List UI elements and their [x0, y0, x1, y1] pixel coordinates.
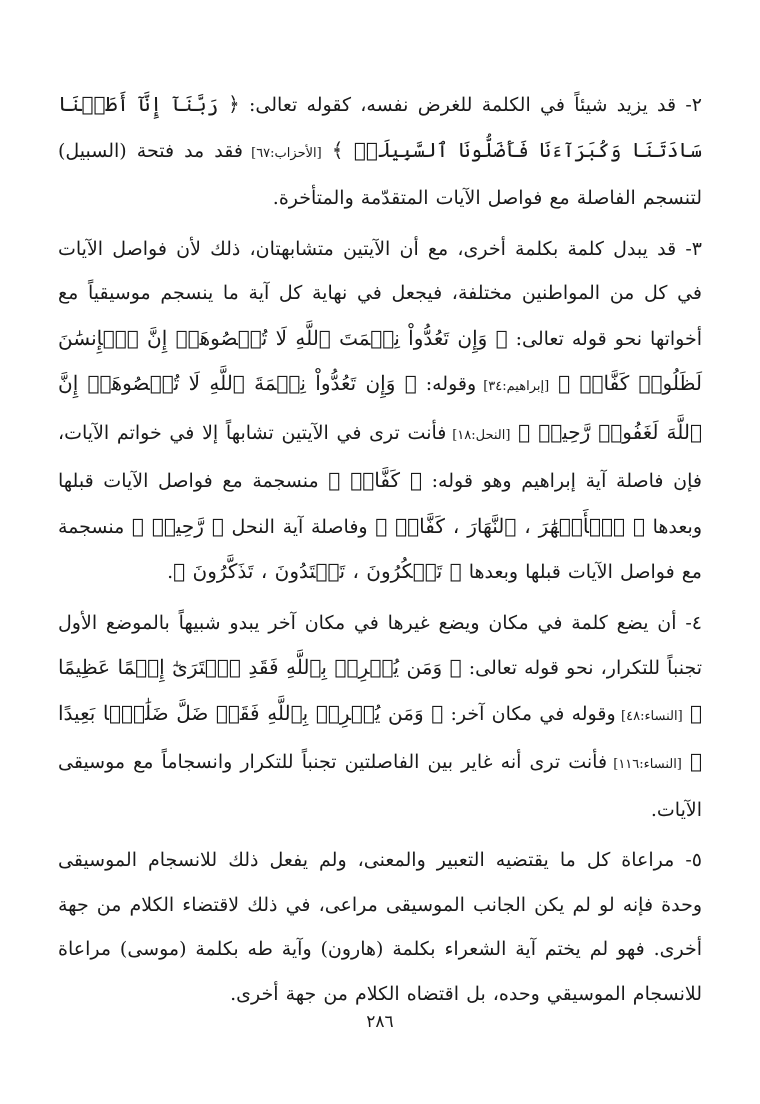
text-segment: ٢- قد يزيد شيئاً في الكلمة للغرض نفسه، كقوله تعالى: [239, 94, 702, 116]
text-segment: ٣- قد يبدل كلمة بكلمة أخرى، مع أن الآيتين متشابهتان، ذلك لأن فواصل الآيات في كل من المواطنين مختلفة، فيجعل في نهاية كل آية ما ينسجم موسيقياً مع أخواتها نحو قوله تعالى: [58, 237, 702, 350]
text-segment: فأنت ترى أنه غاير بين الفاصلتين تجنباً للتكرار وانسجاماً مع موسيقى الآيات. [58, 751, 702, 821]
quran-word: ﴿ كَفَّارٞ ﴾ [328, 468, 422, 492]
text-segment: فقد مد فتحة (السبيل) لتنسجم الفاصلة مع فواصل الآيات المتقدّمة والمتأخرة. [58, 139, 702, 209]
paragraph-5 [58, 838, 702, 1016]
text-segment: ٤- أن يضع كلمة في مكان ويضع غيرها في مكان آخر يبدو شبيهاً بالموضع الأول تجنباً للتكرار، نحو قوله تعالى: [58, 611, 702, 679]
verse-reference: [النساء:٤٨] [615, 708, 683, 724]
quran-words: ﴿ تَشۡكُرُونَ ، تَهۡتَدُونَ ، تَذَكَّرُونَ ﴾ [173, 559, 462, 583]
paragraph-3 [58, 227, 702, 595]
body-text [58, 82, 702, 1022]
quran-verse: ﴿ وَإِن تَعُدُّواْ نِعۡمَتَ ٱللَّهِ لَا تُحۡصُوهَآۗ إِنَّ ٱلۡإِنسَٰنَ لَظَلُومٞ كَفَّارٞ ﴾ [58, 325, 702, 395]
verse-reference: [الأحزاب:٦٧] [242, 145, 322, 161]
quran-verse: ﴿ وَمَن يُشۡرِكۡ بِٱللَّهِ فَقَدِ ٱفۡتَرَىٰٓ إِثۡمًا عَظِيمًا ﴾ [58, 655, 702, 725]
quran-verse: ﴿ وَمَن يُشۡرِكۡ بِٱللَّهِ فَقَدۡ ضَلَّ ضَلَٰلَۢا بَعِيدًا ﴾ [58, 700, 702, 773]
paragraph-4 [58, 601, 702, 833]
text-segment: ٥- مراعاة كل ما يقتضيه التعبير والمعنى، ولم يفعل ذلك للانسجام الموسيقى وحدة فإنه لو لم يكن الجانب الموسيقى مراعى، في ذلك لاقتضاء الكلام من جهة أخرى. فهو لم يختم آية الشعراء بكلمة (هارون) وآية طه بكلمة (موسى) مراعاة للانسجام الموسيقي وحده، بل اقتضاه الكلام من جهة أخرى. [58, 849, 702, 1005]
verse-reference: [إبراهيم:٣٤] [476, 379, 550, 394]
text-segment: وقوله في مكان آخر: [443, 702, 616, 725]
paragraph-2 [58, 82, 702, 221]
quran-verse: ﴿ وَإِن تَعُدُّواْ نِعۡمَةَ ٱللَّهِ لَا تُحۡصُوهَآۗ إِنَّ ٱللَّهَ لَغَفُورٞ رَّحِيمٞ ﴾ [58, 371, 702, 444]
quran-word: ﴿ رَّحِيمٞ ﴾ [131, 513, 224, 538]
text-segment: منسجمة مع فواصل الآيات قبلها وبعدها [58, 515, 702, 583]
text-segment: . [167, 561, 174, 583]
quran-verse: ﴿ رَبَّنَآ إِنَّآ أَطَعۡنَا سَادَتَنَا وَكُبَرَآءَنَا فَأَضَلُّونَا ٱلسَّبِيلَا۠ ﴾ [58, 92, 702, 162]
text-segment: فأنت ترى في الآيتين تشابهاً إلا في خواتم الآيات، فإن فاصلة آية إبراهيم وهو قوله: [58, 421, 702, 492]
page-number: ٢٨٦ [366, 1012, 394, 1032]
text-segment: منسجمة مع فواصل الآيات قبلها وبعدها [58, 470, 703, 538]
text-segment: وفاصلة آية النحل [223, 515, 368, 538]
quran-words: ﴿ ٱلۡأَنۡهَٰرَ ، ٱلنَّهَارَ ، كَفَّارٞ ﴾ [375, 513, 645, 538]
verse-reference: [النساء:١١٦] [607, 757, 682, 772]
verse-reference: [النحل:١٨] [446, 427, 511, 443]
text-segment: وقوله: [416, 373, 477, 395]
